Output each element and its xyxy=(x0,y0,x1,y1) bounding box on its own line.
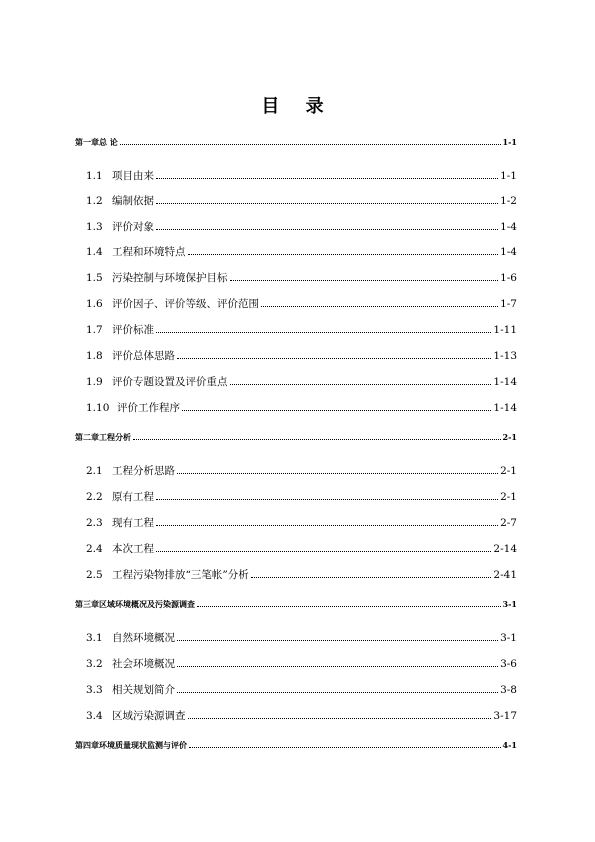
toc-entry-label xyxy=(86,682,175,697)
toc-page-number: 3-8 xyxy=(500,684,517,696)
toc-entry-label xyxy=(86,515,154,530)
toc-section-row[interactable] xyxy=(86,463,517,478)
dot-leader xyxy=(230,280,499,281)
toc-entry-title: 相关规划简介 xyxy=(112,684,175,696)
toc-entry-label xyxy=(86,270,228,285)
toc-entry-title: 评价标准 xyxy=(112,324,154,336)
section-number: 2.3 xyxy=(86,517,103,529)
dot-leader xyxy=(197,606,501,607)
toc-entry-title: 评价总体思路 xyxy=(112,350,175,362)
toc-entry-title: 评价因子、评价等级、评价范围 xyxy=(112,298,259,310)
toc-section-row[interactable] xyxy=(86,219,517,234)
section-number: 2.4 xyxy=(86,543,103,555)
toc-page-number: 1-14 xyxy=(493,402,517,414)
toc-entry-title: 自然环境概况 xyxy=(112,632,175,644)
toc-entry-label xyxy=(75,740,187,751)
toc-section-row[interactable] xyxy=(86,270,517,285)
dot-leader xyxy=(188,254,499,255)
toc-entry-label xyxy=(75,137,118,148)
section-number: 1.5 xyxy=(86,272,103,284)
dot-leader xyxy=(177,640,498,641)
toc-section-row[interactable] xyxy=(86,541,517,556)
toc-page-number: 2-1 xyxy=(502,432,517,442)
toc-section-row[interactable] xyxy=(86,296,517,311)
dot-leader xyxy=(156,525,498,526)
toc-entry-title: 工程分析思路 xyxy=(112,465,175,477)
toc-entry-label xyxy=(86,348,175,363)
dot-leader xyxy=(156,551,491,552)
toc-page-number: 2-7 xyxy=(500,517,517,529)
dot-leader xyxy=(133,439,501,440)
section-number: 2.1 xyxy=(86,465,103,477)
toc-section-row[interactable] xyxy=(86,193,517,208)
section-number: 1.2 xyxy=(86,195,103,207)
dot-leader xyxy=(177,666,498,667)
dot-leader xyxy=(188,718,492,719)
toc-page-number: 1-7 xyxy=(500,298,517,310)
toc-page-number: 1-4 xyxy=(500,221,517,233)
toc-entry-label xyxy=(86,489,154,504)
section-number: 3.3 xyxy=(86,684,103,696)
dot-leader xyxy=(230,384,492,385)
toc-entry-title: 第四章环境质量现状监测与评价 xyxy=(75,740,187,750)
toc-chapter-row[interactable] xyxy=(75,137,517,148)
toc-page-number: 3-1 xyxy=(500,632,517,644)
toc-chapter-row[interactable] xyxy=(75,432,517,443)
toc-page-number: 1-14 xyxy=(493,376,517,388)
toc-section-row[interactable] xyxy=(86,656,517,671)
toc-entry-title: 评价工作程序 xyxy=(117,402,180,414)
toc-entry-title: 工程和环境特点 xyxy=(112,246,186,258)
toc-section-row[interactable] xyxy=(86,515,517,530)
toc-entry-label xyxy=(86,708,186,723)
toc-page-number: 1-13 xyxy=(493,350,517,362)
section-number: 1.7 xyxy=(86,324,103,336)
toc-page-number: 3-1 xyxy=(502,599,517,609)
section-number: 1.9 xyxy=(86,376,103,388)
toc-entry-label xyxy=(75,432,131,443)
toc-section-row[interactable] xyxy=(86,708,517,723)
section-number: 3.1 xyxy=(86,632,103,644)
toc-section-row[interactable] xyxy=(86,348,517,363)
toc-page-number: 1-4 xyxy=(500,246,517,258)
toc-entry-label xyxy=(86,322,154,337)
toc-entry-title: 本次工程 xyxy=(112,543,154,555)
toc-section-row[interactable] xyxy=(86,489,517,504)
toc-entry-title: 工程污染物排放“三笔帐”分析 xyxy=(112,569,249,581)
section-number: 3.4 xyxy=(86,710,103,722)
toc-section-row[interactable] xyxy=(86,244,517,259)
toc-page-number: 1-6 xyxy=(500,272,517,284)
dot-leader xyxy=(251,577,492,578)
dot-leader xyxy=(156,332,491,333)
toc-entry-label xyxy=(86,193,154,208)
section-number: 1.4 xyxy=(86,246,103,258)
dot-leader xyxy=(177,358,491,359)
toc-chapter-row[interactable] xyxy=(75,740,517,751)
toc-entry-title: 区域污染源调查 xyxy=(112,710,186,722)
toc-entry-label xyxy=(86,296,259,311)
toc-entry-title: 评价专题设置及评价重点 xyxy=(112,376,228,388)
toc-entry-label xyxy=(86,463,175,478)
section-number: 1.6 xyxy=(86,298,103,310)
toc-entry-label xyxy=(86,567,249,582)
toc-page-number: 3-6 xyxy=(500,658,517,670)
toc-entry-label xyxy=(86,541,154,556)
toc-page-number: 1-1 xyxy=(502,137,517,147)
toc-page-number: 1-1 xyxy=(500,170,517,182)
dot-leader xyxy=(120,144,501,145)
toc-entry-title: 第二章工程分析 xyxy=(75,432,131,442)
toc-entry-label xyxy=(86,168,154,183)
dot-leader xyxy=(189,747,501,748)
toc-entry-title: 评价对象 xyxy=(112,221,154,233)
section-number: 1.8 xyxy=(86,350,103,362)
dot-leader xyxy=(156,203,498,204)
toc-entry-title: 项目由来 xyxy=(112,170,154,182)
toc-page-number: 2-1 xyxy=(500,491,517,503)
dot-leader xyxy=(261,306,498,307)
section-number: 1.10 xyxy=(86,402,110,414)
toc-entry-label xyxy=(86,656,175,671)
toc-page-number: 2-1 xyxy=(500,465,517,477)
toc-entry-title: 原有工程 xyxy=(112,491,154,503)
toc-section-row[interactable] xyxy=(86,322,517,337)
section-number: 1.3 xyxy=(86,221,103,233)
toc-page-number: 4-1 xyxy=(502,740,517,750)
toc-entry-label xyxy=(86,374,228,389)
page-title: 目 录 xyxy=(261,96,334,117)
toc-page-number: 2-14 xyxy=(493,543,517,555)
dot-leader xyxy=(177,473,498,474)
toc-page-number: 2-41 xyxy=(493,569,517,581)
toc-entry-title: 社会环境概况 xyxy=(112,658,175,670)
toc-entry-label xyxy=(86,244,186,259)
dot-leader xyxy=(156,178,498,179)
toc-entry-title: 第一章总 论 xyxy=(75,137,118,147)
toc-page-number: 3-17 xyxy=(493,710,517,722)
toc-section-row[interactable] xyxy=(86,168,517,183)
toc-entry-title: 现有工程 xyxy=(112,517,154,529)
toc-section-row[interactable] xyxy=(86,630,517,645)
section-number: 1.1 xyxy=(86,170,103,182)
toc-entry-title: 编制依据 xyxy=(112,195,154,207)
toc-page-number: 1-11 xyxy=(493,324,517,336)
toc-entry-title: 第三章区域环境概况及污染源调查 xyxy=(75,599,195,609)
toc-section-row[interactable] xyxy=(86,400,517,415)
toc-entry-label xyxy=(86,630,175,645)
toc-chapter-row[interactable] xyxy=(75,599,517,610)
toc-section-row[interactable] xyxy=(86,567,517,582)
section-number: 2.2 xyxy=(86,491,103,503)
toc-entry-label xyxy=(86,400,180,415)
toc-entry-label xyxy=(75,599,195,610)
toc-section-row[interactable] xyxy=(86,682,517,697)
dot-leader xyxy=(182,410,491,411)
dot-leader xyxy=(156,229,498,230)
section-number: 3.2 xyxy=(86,658,103,670)
toc-page-number: 1-2 xyxy=(500,195,517,207)
section-number: 2.5 xyxy=(86,569,103,581)
dot-leader xyxy=(156,499,498,500)
toc-section-row[interactable] xyxy=(86,374,517,389)
toc-entry-label xyxy=(86,219,154,234)
dot-leader xyxy=(177,692,498,693)
toc-entry-title: 污染控制与环境保护目标 xyxy=(112,272,228,284)
